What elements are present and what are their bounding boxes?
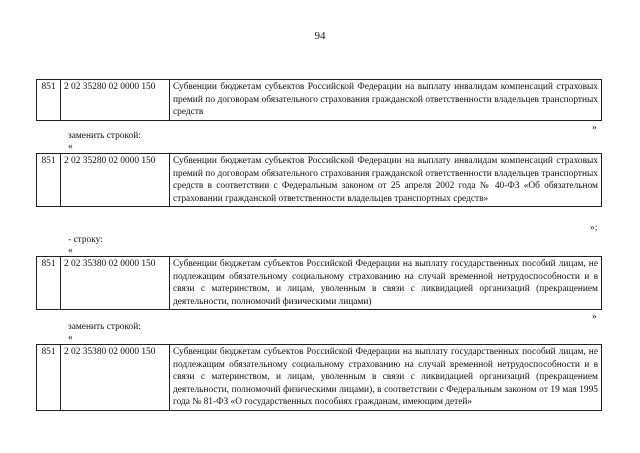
opening-quote-4: «	[68, 333, 73, 343]
description-cell: Субвенции бюджетам субъектов Российской Федерации на выплату инвалидам компенсаций страховых премий по договорам обязательного страхования гражданской ответственности владельцев транспортных средств	[170, 80, 602, 121]
code-cell: 2 02 35280 02 0000 150	[61, 154, 170, 207]
table-row	[37, 345, 602, 411]
budget-code-row-4	[36, 344, 602, 411]
kbk-cell: 851	[37, 154, 61, 207]
table-row	[37, 80, 602, 121]
description-cell: Субвенции бюджетам субъектов Российской Федерации на выплату государственных пособий лицам, не подлежащим обязательному социальному страхованию на случай временной нетрудоспособности и в связи с материнством, и лицам, уволенным в связи с ликвидацией организаций (прекращением деятельности, полномочий физическими лицами)	[170, 257, 602, 310]
description-cell: Субвенции бюджетам субъектов Российской Федерации на выплату инвалидам компенсаций страховых премий по договорам обязательного страхования гражданской ответственности владельцев транспортных средств в соответствии с Федеральным законом от 25 апреля 2002 года № 40-ФЗ «Об обязательном страховании гражданской ответственности владельцев транспортных средств»	[170, 154, 602, 207]
kbk-cell: 851	[37, 257, 61, 310]
instruction-replace-with-1: заменить строкой:	[68, 131, 141, 141]
opening-quote-2: «	[68, 142, 73, 152]
instruction-line-label: - строку:	[68, 235, 103, 245]
budget-code-row-1	[36, 79, 602, 121]
kbk-cell: 851	[37, 345, 61, 411]
kbk-cell: 851	[37, 80, 61, 121]
closing-quote-3: »	[592, 312, 597, 322]
budget-code-row-3	[36, 256, 602, 310]
budget-code-row-2	[36, 153, 602, 207]
table-row	[37, 257, 602, 310]
code-cell: 2 02 35380 02 0000 150	[61, 345, 170, 411]
table-row	[37, 154, 602, 207]
page-number: 94	[314, 30, 326, 42]
instruction-replace-with-2: заменить строкой:	[68, 322, 141, 332]
code-cell: 2 02 35280 02 0000 150	[61, 80, 170, 121]
code-cell: 2 02 35380 02 0000 150	[61, 257, 170, 310]
description-cell: Субвенции бюджетам субъектов Российской Федерации на выплату государственных пособий лицам, не подлежащим обязательному социальному страхованию на случай временной нетрудоспособности и в связи с материнством, и лицам, уволенным в связи с ликвидацией организаций (прекращением деятельности, полномочий физическими лицами), в соответствии с Федеральным законом от 19 мая 1995 года № 81-ФЗ «О государственных пособиях гражданам, имеющим детей»	[170, 345, 602, 411]
closing-quote-2: »;	[590, 223, 598, 233]
opening-quote-3: «	[68, 246, 73, 256]
closing-quote-1: »	[592, 123, 597, 133]
